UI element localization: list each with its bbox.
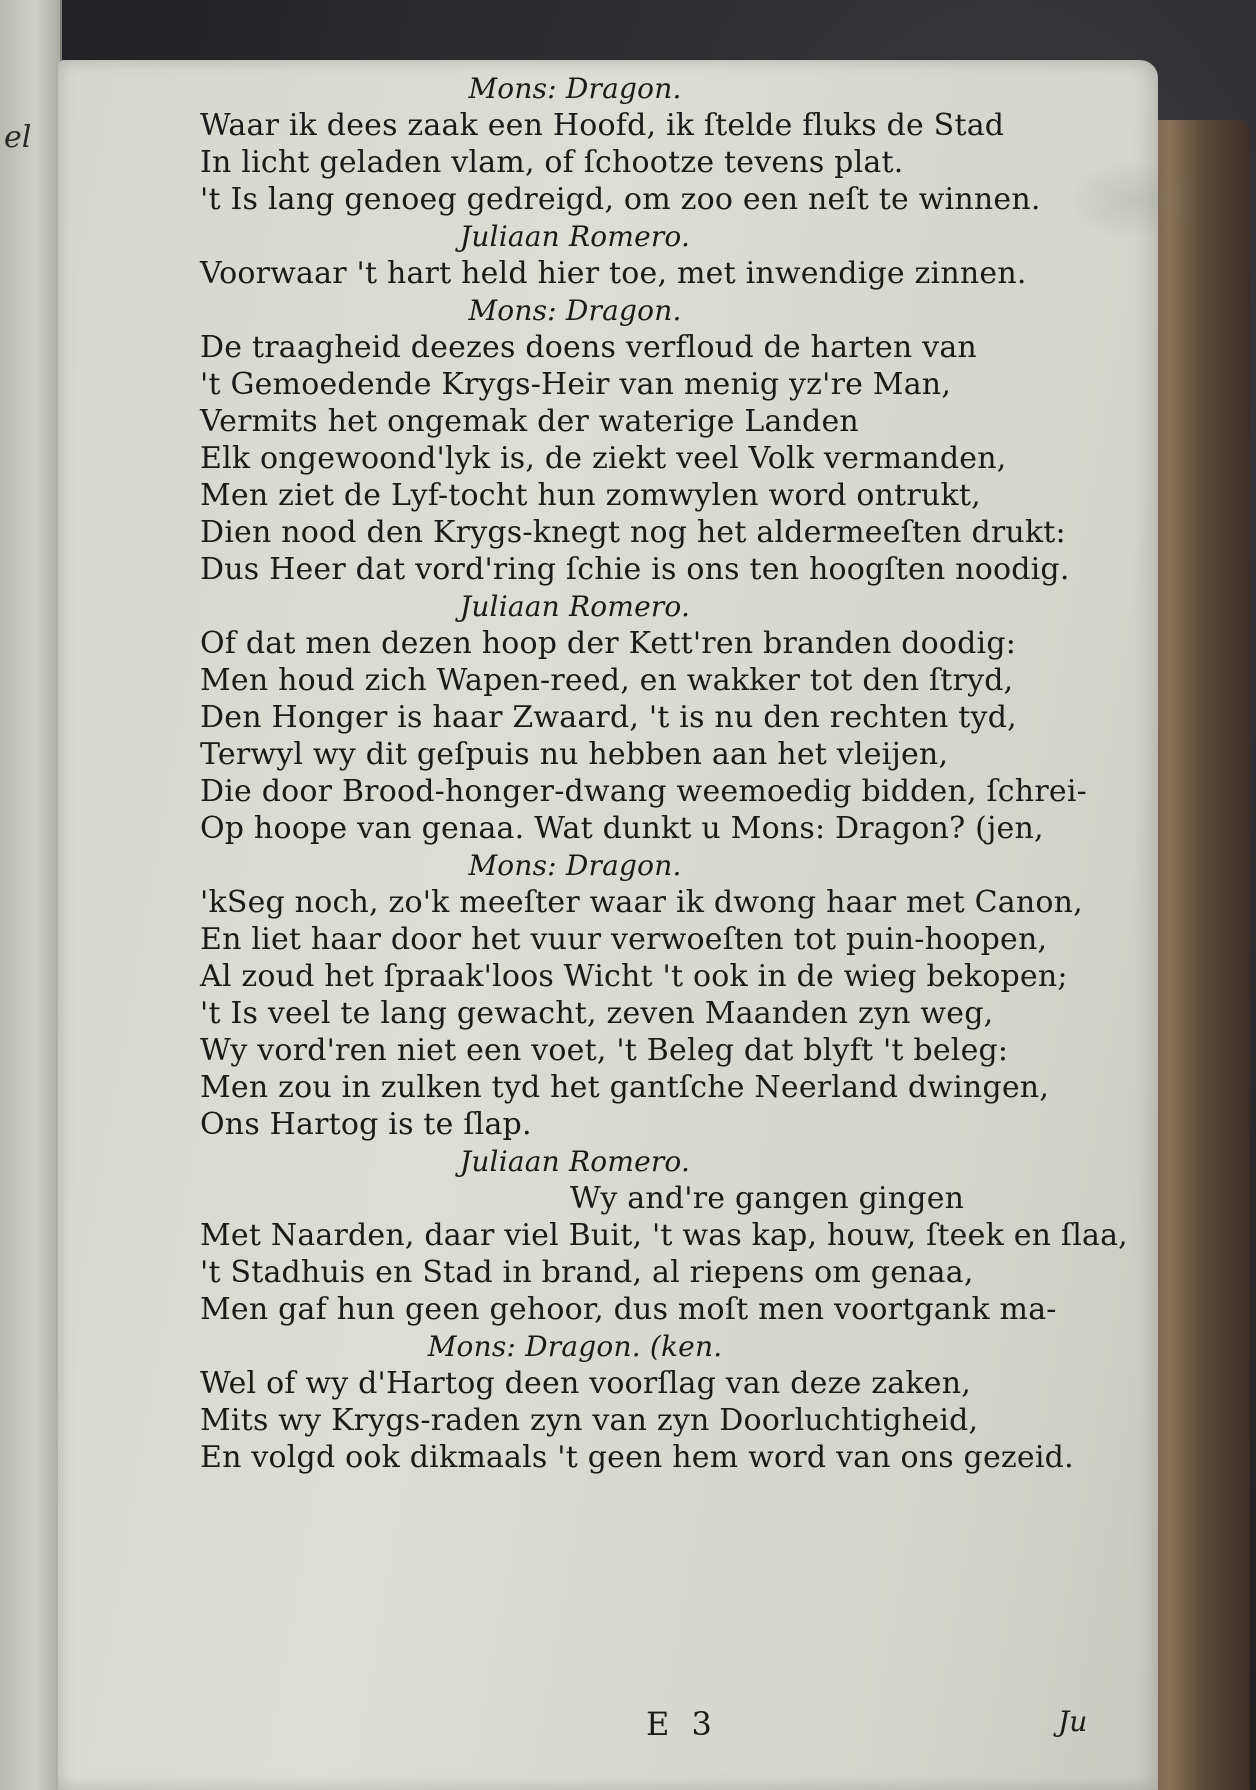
verse-line: De traagheid deezes doens verfloud de harten van (200, 330, 977, 365)
verse-line: Wy and're gangen gingen (570, 1181, 965, 1216)
verse-line: 'kSeg noch, zo'k meeſter waar ik dwong haar met Canon, (200, 885, 1083, 920)
previous-page-fragment: el (4, 120, 32, 155)
verse-line: Terwyl wy dit geſpuis nu hebben aan het vleijen, (200, 737, 949, 772)
previous-page-edge (0, 0, 62, 1790)
catchword: Ju (1058, 1705, 1088, 1738)
verse-line: Waar ik dees zaak een Hoofd, ik ſtelde fluks de Stad (200, 108, 1005, 143)
speaker-heading: Mons: Dragon. (468, 72, 682, 105)
verse-line: Op hoope van genaa. Wat dunkt u Mons: Dragon? (jen, (200, 811, 1044, 846)
verse-line: Met Naarden, daar viel Buit, 't was kap, houw, ſteek en ſlaa, (200, 1218, 1128, 1253)
verse-line: Den Honger is haar Zwaard, 't is nu den rechten tyd, (200, 700, 1017, 735)
verse-line: Vermits het ongemak der waterige Landen (200, 404, 859, 439)
speaker-heading: Mons: Dragon. (ken. (427, 1330, 723, 1363)
speaker-heading: Juliaan Romero. (459, 220, 691, 253)
speaker-heading: Mons: Dragon. (468, 294, 682, 327)
verse-line: Ons Hartog is te ſlap. (200, 1107, 532, 1142)
verse-line: Mits wy Krygs-raden zyn van zyn Doorluchtigheid, (200, 1403, 979, 1438)
verse-line: Men houd zich Wapen-reed, en wakker tot den ſtryd, (200, 663, 1014, 698)
verse-line: Wy vord'ren niet een voet, 't Beleg dat blyft 't beleg: (200, 1033, 1009, 1068)
verse-line: Men zou in zulken tyd het gantſche Neerland dwingen, (200, 1070, 1050, 1105)
verse-line: 't Stadhuis en Stad in brand, al riepens om genaa, (200, 1255, 974, 1290)
verse-line: Voorwaar 't hart held hier toe, met inwendige zinnen. (200, 256, 1027, 291)
verse-line: Dus Heer dat vord'ring ſchie is ons ten hoogſten noodig. (200, 552, 1070, 587)
verse-line: 't Gemoedende Krygs-Heir van menig yz're Man, (200, 367, 952, 402)
verse-line: 't Is lang genoeg gedreigd, om zoo een neſt te winnen. (200, 182, 1041, 217)
verse-line: Of dat men dezen hoop der Kett'ren branden doodig: (200, 626, 1017, 661)
verse-line: En liet haar door het vuur verwoeſten tot puin-hoopen, (200, 922, 1048, 957)
speaker-heading: Juliaan Romero. (459, 590, 691, 623)
verse-text-block (110, 70, 1128, 1476)
verse-line: Al zoud het ſpraak'loos Wicht 't ook in de wieg bekopen; (200, 959, 1068, 994)
verse-line: Wel of wy d'Hartog deen voorſlag van deze zaken, (200, 1366, 971, 1401)
verse-line: Elk ongewoond'lyk is, de ziekt veel Volk vermanden, (200, 441, 1007, 476)
speaker-heading: Mons: Dragon. (468, 849, 682, 882)
verse-line: En volgd ook dikmaals 't geen hem word van ons gezeid. (200, 1440, 1074, 1475)
signature-mark: E 3 (646, 1705, 718, 1743)
verse-line: Men gaf hun geen gehoor, dus moſt men voortgank ma- (200, 1292, 1057, 1327)
verse-line: Die door Brood-honger-dwang weemoedig bidden, ſchrei- (200, 774, 1087, 809)
speaker-heading: Juliaan Romero. (459, 1145, 691, 1178)
verse-line: Men ziet de Lyf-tocht hun zomwylen word ontrukt, (200, 478, 981, 513)
verse-line: 't Is veel te lang gewacht, zeven Maanden zyn weg, (200, 996, 994, 1031)
verse-line: In licht geladen vlam, of ſchootze tevens plat. (200, 145, 904, 180)
verse-line: Dien nood den Krygs-knegt nog het aldermeeſten drukt: (200, 515, 1066, 550)
page-footer (58, 1705, 1158, 1765)
